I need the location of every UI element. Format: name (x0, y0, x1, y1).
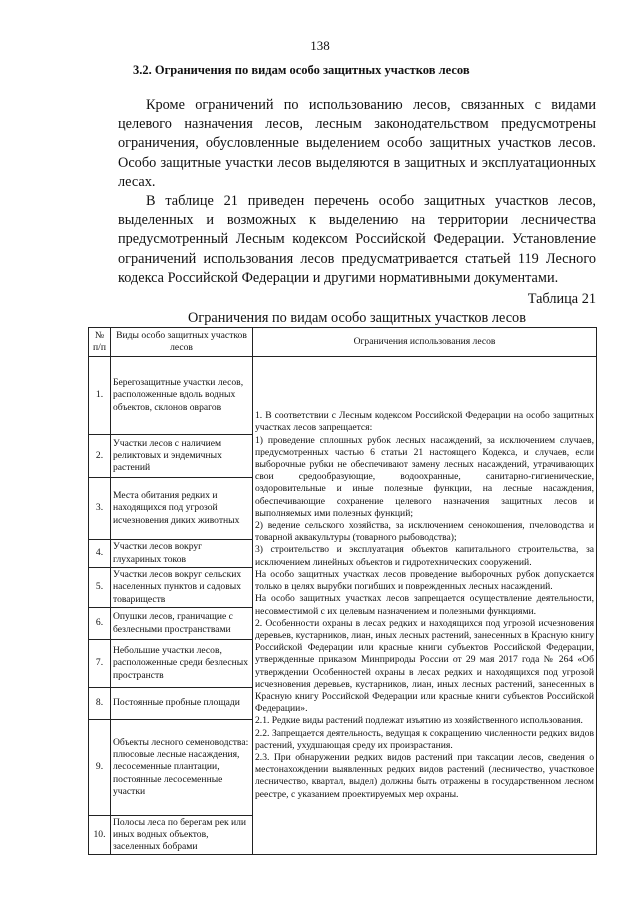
restriction-text: 1) проведение сплошных рубок лесных насаждений, за исключением случаев, предусмотренных частью 6 статьи 21 настоящего Кодекса, и случаев, если выборочные рубки не обеспечивают замену лесных насаждений, утрачивающих свои средообразующие, водоохранные, санитарно-гигиенические, оздоровительные и иные полезные функции, на лесные насаждения, обеспечивающие сохранение целевого назначения защитных лесов и выполняемых ими полезных функций; (255, 434, 594, 519)
restrictions-table (88, 327, 597, 855)
row-number: 8. (89, 688, 111, 720)
row-number: 5. (89, 568, 111, 608)
row-number: 2. (89, 435, 111, 478)
page-number: 138 (310, 38, 330, 53)
row-number: 3. (89, 478, 111, 540)
restriction-text: 3) строительство и эксплуатация объектов капитального строительства, за исключением линейных объектов и гидротехнических сооружений. (255, 544, 594, 568)
row-number: 7. (89, 640, 111, 688)
restriction-text: На особо защитных участках лесов проведение выборочных рубок допускается только в целях вырубки погибших и поврежденных лесных насаждений. (255, 568, 594, 593)
restriction-text: 2.3. При обнаружении редких видов растений при таксации лесов, сведения о местонахождении выявленных редких видов растений (лесничество, участковое лесничество, квартал, выдел) должны быть отражены в государственном лесном реестре, с указанием проектируемых мер охраны. (255, 751, 594, 800)
row-kind: Небольшие участки лесов, расположенные среди безлесных пространств (111, 640, 253, 688)
restriction-text: 1. В соответствии с Лесным кодексом Российской Федерации на особо защитных участках лесов запрещается: (255, 410, 594, 434)
table-row (89, 357, 597, 435)
row-kind: Участки лесов с наличием реликтовых и эндемичных растений (111, 435, 253, 478)
row-kind: Участки лесов вокруг сельских населенных пунктов и садовых товариществ (111, 568, 253, 608)
row-kind: Места обитания редких и находящихся под угрозой исчезновения диких животных (111, 478, 253, 540)
header-restrictions: Ограничения использования лесов (253, 328, 597, 357)
paragraph-intro: Кроме ограничений по использованию лесов, связанных с видами целевого назначения лесов, лесным законодательством предусмотрены ограничения, обусловленные выделением особо защитных участков лесов. Особо защитные участки лесов выделяются в защитных и эксплуатационных лесах. (118, 97, 596, 190)
row-kind: Берегозащитные участки лесов, расположенные вдоль водных объектов, склонов оврагов (111, 357, 253, 435)
row-kind: Постоянные пробные площади (111, 688, 253, 720)
header-kind: Виды особо защитных участков лесов (111, 328, 253, 357)
row-kind: Полосы леса по берегам рек или иных водных объектов, заселенных бобрами (111, 816, 253, 855)
paragraph-table-reference: В таблице 21 приведен перечень особо защитных участков лесов, выделенных и возможных к выделению на территории лесничества предусмотренный Лесным кодексом Российской Федерации. Установление ограничений использования лесов предусматривается статьей 119 Лесного кодекса Российской Федерации и другими нормативными документами. (118, 193, 596, 286)
restriction-text: 2.2. Запрещается деятельность, ведущая к сокращению численности редких видов растений, ухудшающая среду их произрастания. (255, 727, 594, 751)
restriction-text: 2) ведение сельского хозяйства, за исключением сенокошения, пчеловодства и товарной аквакультуры (товарного рыбоводства); (255, 520, 594, 544)
restrictions-cell (253, 357, 597, 855)
restriction-text: 2. Особенности охраны в лесах редких и находящихся под угрозой исчезновения деревьев, кустарников, лиан, иных лесных растений, занесенных в Красную книгу Российской Федерации или красные книги субъектов Российской Федерации, утвержденные приказом Минприроды России от 29 мая 2017 года № 264 «Об утверждении Особенностей охраны в лесах редких и находящихся под угрозой исчезновения деревьев, кустарников, лиан, иных лесных растений, занесенных в Красную книгу Российской Федерации или красные книги субъектов Российской Федерации». (255, 617, 594, 715)
table-header-row (89, 328, 597, 357)
row-number: 6. (89, 608, 111, 640)
row-kind: Опушки лесов, граничащие с безлесными пространствами (111, 608, 253, 640)
row-kind: Участки лесов вокруг глухариных токов (111, 540, 253, 568)
row-number: 1. (89, 357, 111, 435)
header-number: № п/п (89, 328, 111, 357)
restriction-text: 2.1. Редкие виды растений подлежат изъятию из хозяйственного использования. (255, 715, 583, 727)
table-title: Ограничения по видам особо защитных участков лесов (188, 310, 526, 326)
section-title: 3.2. Ограничения по видам особо защитных участков лесов (133, 63, 470, 77)
row-number: 10. (89, 816, 111, 855)
row-number: 4. (89, 540, 111, 568)
row-kind: Объекты лесного семеноводства: плюсовые лесные насаждения, лесосеменные плантации, постоянные лесосеменные участки (111, 720, 253, 816)
table-label: Таблица 21 (527, 291, 596, 307)
row-number: 9. (89, 720, 111, 816)
restriction-text: На особо защитных участках лесов запрещается осуществление деятельности, несовместимой с их целевым назначением и полезными функциями. (255, 593, 594, 617)
